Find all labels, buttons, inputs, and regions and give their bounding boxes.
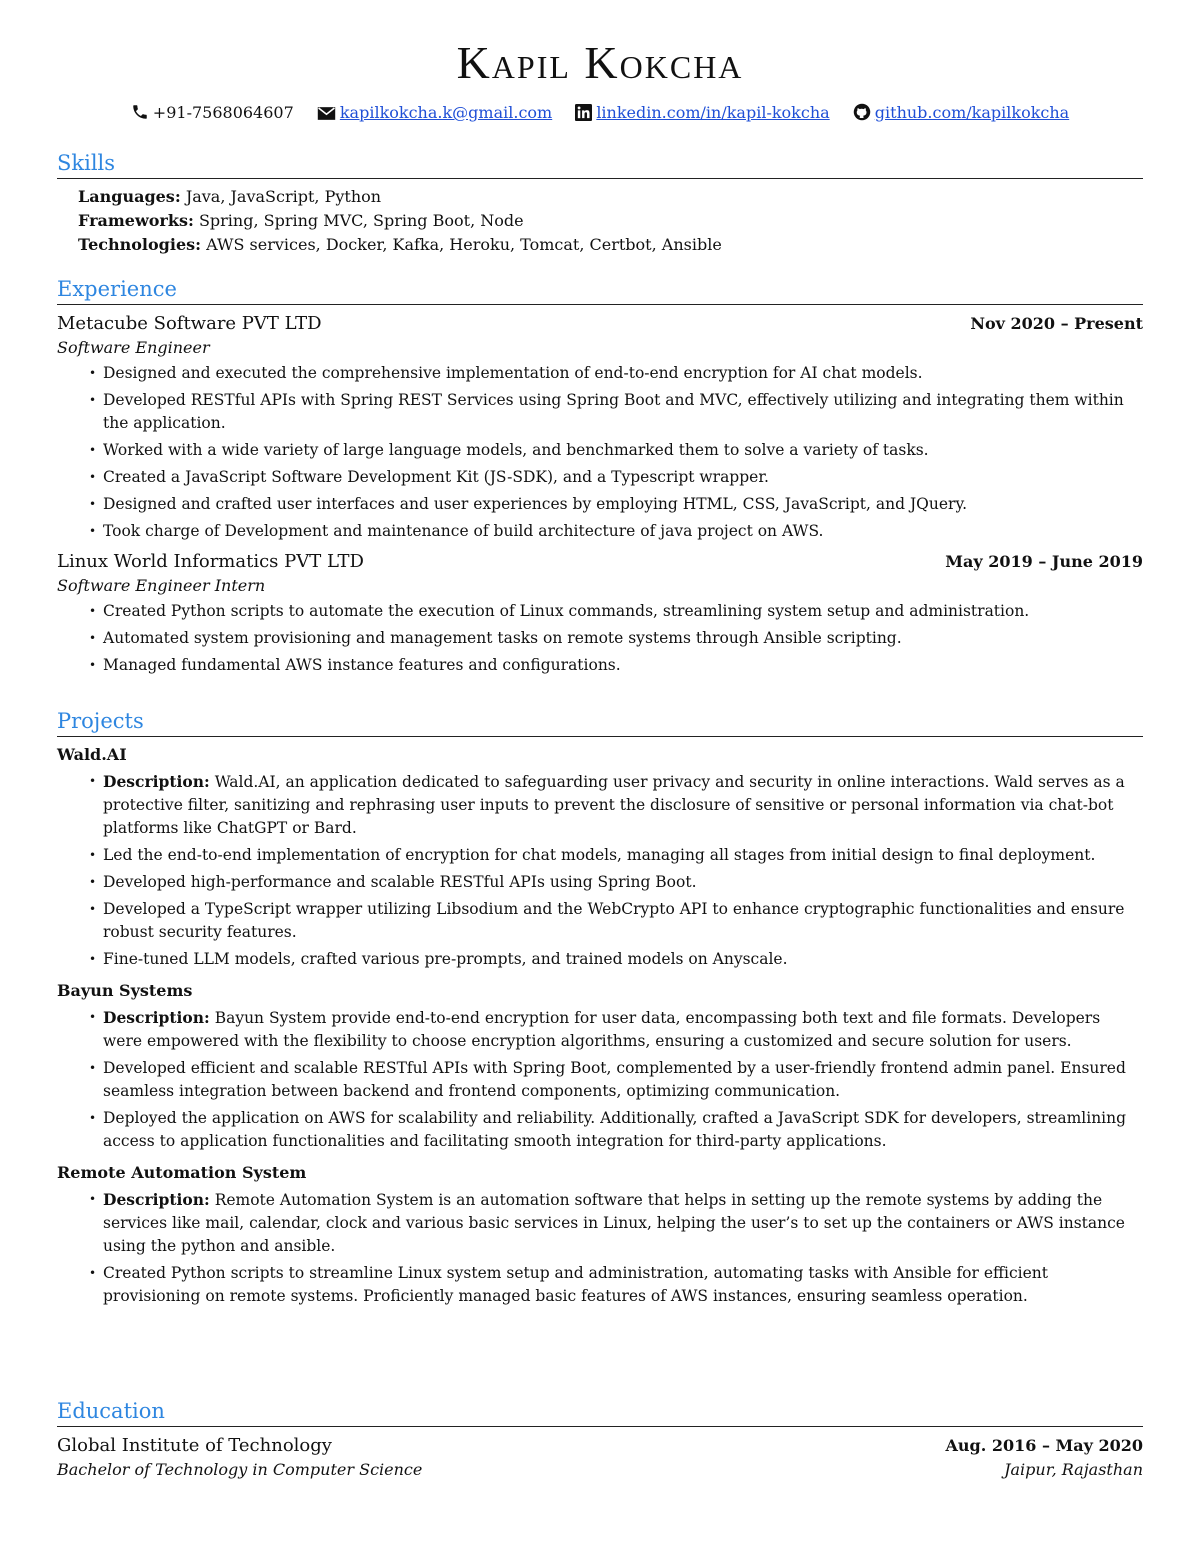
- list-item: • Took charge of Development and maintenance of build architecture of java project on AWS.: [103, 520, 1143, 543]
- job-dates: Nov 2020 – Present: [970, 314, 1143, 333]
- section-title-projects: Projects: [57, 708, 1143, 737]
- list-item: • Developed high-performance and scalable RESTful APIs using Spring Boot.: [103, 871, 1143, 894]
- job-bullets: [57, 362, 1143, 543]
- list-item: • Developed efficient and scalable RESTful APIs with Spring Boot, complemented by a user-friendly frontend admin panel. Ensured seamless integration between backend and frontend components, optimizing communication.: [103, 1057, 1143, 1103]
- job-header: [57, 549, 1143, 575]
- project-description: Remote Automation System is an automation software that helps in setting up the remote systems by adding the services like mail, calendar, clock and various basic services in Linux, helping the user’s to set up the containers or AWS instance using the python and ansible.: [103, 1191, 1125, 1255]
- education-section: [57, 1398, 1143, 1481]
- skill-label: Languages: [78, 187, 175, 206]
- skill-row-technologies: Technologies: AWS services, Docker, Kafka, Heroku, Tomcat, Certbot, Ansible: [78, 235, 722, 254]
- linkedin-link[interactable]: linkedin.com/in/kapil-kokcha: [596, 103, 830, 122]
- phone-number: +91-7568064607: [152, 103, 294, 122]
- section-title-experience: Experience: [57, 276, 1143, 305]
- envelope-icon: [317, 106, 336, 121]
- skill-row-languages: Languages: Java, JavaScript, Python: [78, 187, 382, 206]
- list-item: • Description: Bayun System provide end-to-end encryption for user data, encompassing both text and file formats. Developers were empowered with the flexibility to choose encryption algorithms, ensuring a customized and secure solution for users.: [103, 1006, 1143, 1053]
- skill-value: AWS services, Docker, Kafka, Heroku, Tomcat, Certbot, Ansible: [206, 235, 722, 254]
- list-item: • Designed and crafted user interfaces and user experiences by employing HTML, CSS, JavaScript, and JQuery.: [103, 493, 1143, 516]
- skill-value: Java, JavaScript, Python: [185, 187, 382, 206]
- company-name: Linux World Informatics PVT LTD: [57, 551, 364, 572]
- skill-label: Technologies: [78, 235, 196, 254]
- list-item: • Worked with a wide variety of large language models, and benchmarked them to solve a variety of tasks.: [103, 439, 1143, 462]
- job-role: Software Engineer: [57, 338, 210, 357]
- list-item: • Created Python scripts to streamline Linux system setup and administration, automating tasks with Ansible for efficient provisioning on remote systems. Proficiently managed basic features of AWS instances, ensuring seamless operation.: [103, 1262, 1143, 1308]
- experience-section: [57, 276, 1143, 681]
- school-location: Jaipur, Rajasthan: [1004, 1460, 1143, 1479]
- description-label: Description: [103, 1008, 205, 1027]
- education-header: [57, 1433, 1143, 1459]
- candidate-name: Kapil Kokcha: [456, 37, 744, 88]
- job-bullets: [57, 600, 1143, 677]
- contact-bar: [0, 102, 1200, 122]
- skill-value: Spring, Spring MVC, Spring Boot, Node: [198, 211, 524, 230]
- job-role: Software Engineer Intern: [57, 576, 266, 595]
- project-name: Remote Automation System: [57, 1163, 307, 1182]
- list-item: • Description: Wald.AI, an application dedicated to safeguarding user privacy and security in online interactions. Wald serves as a protective filter, sanitizing and rephrasing user inputs to prevent the disclosure of sensitive or personal information via chat-bot platforms like ChatGPT or Bard.: [103, 770, 1143, 840]
- list-item: • Description: Remote Automation System is an automation software that helps in setting up the remote systems by adding the services like mail, calendar, clock and various basic services in Linux, helping the user’s to set up the containers or AWS instance using the python and ansible.: [103, 1188, 1143, 1258]
- section-title-skills: Skills: [57, 150, 1143, 179]
- github-icon: [853, 103, 871, 121]
- email-link[interactable]: kapilkokcha.k@gmail.com: [339, 103, 553, 122]
- list-item: • Led the end-to-end implementation of encryption for chat models, managing all stages from initial design to final deployment.: [103, 844, 1143, 867]
- project-name: Wald.AI: [57, 745, 127, 764]
- github-contact: [853, 103, 1069, 122]
- education-dates: Aug. 2016 – May 2020: [945, 1436, 1143, 1455]
- education-details: [57, 1459, 1143, 1481]
- phone-icon: [131, 103, 149, 121]
- linkedin-contact: [575, 103, 829, 122]
- description-label: Description: [103, 1190, 205, 1209]
- github-link[interactable]: github.com/kapilkokcha: [874, 103, 1070, 122]
- project-description: Wald.AI, an application dedicated to safeguarding user privacy and security in online interactions. Wald serves as a protective filter, sanitizing and rephrasing user inputs to prevent the disclosure of sensitive or personal information via chat-bot platforms like ChatGPT or Bard.: [103, 773, 1125, 837]
- list-item: • Managed fundamental AWS instance features and configurations.: [103, 654, 1143, 677]
- phone-contact: [131, 103, 294, 122]
- project-bullets: [57, 1188, 1143, 1308]
- linkedin-icon: [575, 104, 592, 121]
- degree: Bachelor of Technology in Computer Science: [57, 1460, 423, 1479]
- email-contact: [317, 103, 552, 122]
- skill-label: Frameworks: [78, 211, 188, 230]
- project-bullets: [57, 770, 1143, 971]
- job-header: [57, 311, 1143, 337]
- skills-list: [78, 185, 1143, 257]
- section-title-education: Education: [57, 1398, 1143, 1427]
- company-name: Metacube Software PVT LTD: [57, 313, 322, 334]
- list-item: • Created Python scripts to automate the execution of Linux commands, streamlining system setup and administration.: [103, 600, 1143, 623]
- job-dates: May 2019 – June 2019: [945, 552, 1143, 571]
- project-name: Bayun Systems: [57, 981, 193, 1000]
- project-bullets: [57, 1006, 1143, 1153]
- list-item: • Developed a TypeScript wrapper utilizing Libsodium and the WebCrypto API to enhance cryptographic functionalities and ensure robust security features.: [103, 898, 1143, 944]
- list-item: • Developed RESTful APIs with Spring REST Services using Spring Boot and MVC, effectively utilizing and integrating them within the application.: [103, 389, 1143, 435]
- skills-section: [57, 150, 1143, 257]
- projects-section: [57, 708, 1143, 1312]
- project-description: Bayun System provide end-to-end encryption for user data, encompassing both text and file formats. Developers were empowered with the flexibility to choose encryption algorithms, ensuring a customized and secure solution for users.: [103, 1009, 1101, 1050]
- list-item: • Created a JavaScript Software Development Kit (JS-SDK), and a Typescript wrapper.: [103, 466, 1143, 489]
- list-item: • Fine-tuned LLM models, crafted various pre-prompts, and trained models on Anyscale.: [103, 948, 1143, 971]
- list-item: • Automated system provisioning and management tasks on remote systems through Ansible scripting.: [103, 627, 1143, 650]
- school-name: Global Institute of Technology: [57, 1435, 332, 1456]
- list-item: • Designed and executed the comprehensive implementation of end-to-end encryption for AI chat models.: [103, 362, 1143, 385]
- list-item: • Deployed the application on AWS for scalability and reliability. Additionally, crafted a JavaScript SDK for developers, streamlining access to application functionalities and facilitating smooth integration for third-party applications.: [103, 1107, 1143, 1153]
- description-label: Description: [103, 772, 205, 791]
- skill-row-frameworks: Frameworks: Spring, Spring MVC, Spring Boot, Node: [78, 211, 524, 230]
